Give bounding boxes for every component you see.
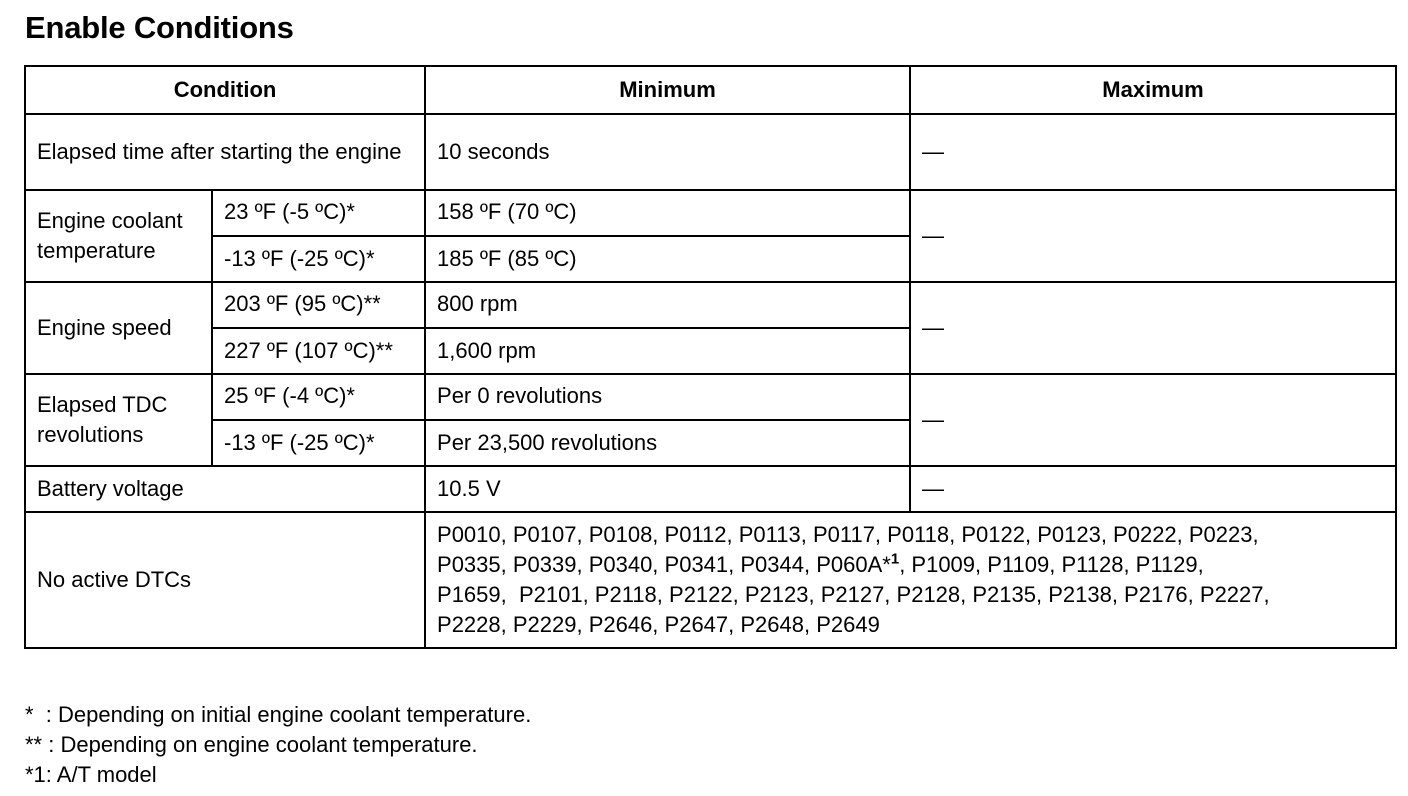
sub-condition-cell: 23 ºF (-5 ºC)* bbox=[212, 190, 425, 236]
condition-cell: Engine speed bbox=[25, 282, 212, 374]
dtc-line: P1659, P2101, P2118, P2122, P2123, P2127, P2128, P2135, P2138, P2176, P2227, bbox=[437, 582, 1270, 607]
header-condition: Condition bbox=[25, 66, 425, 114]
dtc-line bbox=[437, 550, 1384, 580]
dtc-line: P2228, P2229, P2646, P2647, P2648, P2649 bbox=[437, 612, 880, 637]
header-minimum: Minimum bbox=[425, 66, 910, 114]
footnote-mark: 1 bbox=[890, 550, 900, 568]
footnote: *1: A/T model bbox=[25, 762, 157, 787]
condition-cell: Elapsed TDC revolutions bbox=[25, 374, 212, 466]
maximum-cell: — bbox=[910, 466, 1396, 512]
minimum-cell: Per 0 revolutions bbox=[425, 374, 910, 420]
condition-cell: Battery voltage bbox=[25, 466, 425, 512]
table-row bbox=[25, 190, 1396, 236]
sub-condition-cell: -13 ºF (-25 ºC)* bbox=[212, 420, 425, 466]
sub-condition-cell: 25 ºF (-4 ºC)* bbox=[212, 374, 425, 420]
minimum-cell: 158 ºF (70 ºC) bbox=[425, 190, 910, 236]
table-row bbox=[25, 466, 1396, 512]
dtc-list-cell bbox=[425, 512, 1396, 648]
maximum-cell: — bbox=[910, 190, 1396, 282]
dtc-line-part: , P1009, P1109, P1128, P1129, bbox=[899, 552, 1204, 577]
condition-cell: Elapsed time after starting the engine bbox=[25, 114, 425, 190]
minimum-cell: 10 seconds bbox=[425, 114, 910, 190]
table-row bbox=[25, 374, 1396, 420]
minimum-cell: 1,600 rpm bbox=[425, 328, 910, 374]
table-row bbox=[25, 282, 1396, 328]
table-header-row bbox=[25, 66, 1396, 114]
minimum-cell: 185 ºF (85 ºC) bbox=[425, 236, 910, 282]
dtc-line: P0010, P0107, P0108, P0112, P0113, P0117, P0118, P0122, P0123, P0222, P0223, bbox=[437, 522, 1259, 547]
condition-cell: Engine coolant temperature bbox=[25, 190, 212, 282]
sub-condition-cell: -13 ºF (-25 ºC)* bbox=[212, 236, 425, 282]
table-row bbox=[25, 512, 1396, 648]
condition-cell: No active DTCs bbox=[25, 512, 425, 648]
footnote: ** : Depending on engine coolant temperature. bbox=[25, 732, 478, 757]
maximum-cell: — bbox=[910, 282, 1396, 374]
sub-condition-cell: 203 ºF (95 ºC)** bbox=[212, 282, 425, 328]
table-row bbox=[25, 114, 1396, 190]
header-maximum: Maximum bbox=[910, 66, 1396, 114]
minimum-cell: 10.5 V bbox=[425, 466, 910, 512]
minimum-cell: 800 rpm bbox=[425, 282, 910, 328]
maximum-cell: — bbox=[910, 374, 1396, 466]
dtc-line-part: P0335, P0339, P0340, P0341, P0344, P060A* bbox=[437, 552, 891, 577]
footnote: * : Depending on initial engine coolant temperature. bbox=[25, 702, 532, 727]
maximum-cell: — bbox=[910, 114, 1396, 190]
sub-condition-cell: 227 ºF (107 ºC)** bbox=[212, 328, 425, 374]
enable-conditions-table bbox=[24, 65, 1397, 649]
footnotes bbox=[25, 700, 531, 790]
minimum-cell: Per 23,500 revolutions bbox=[425, 420, 910, 466]
page-title: Enable Conditions bbox=[25, 10, 294, 45]
